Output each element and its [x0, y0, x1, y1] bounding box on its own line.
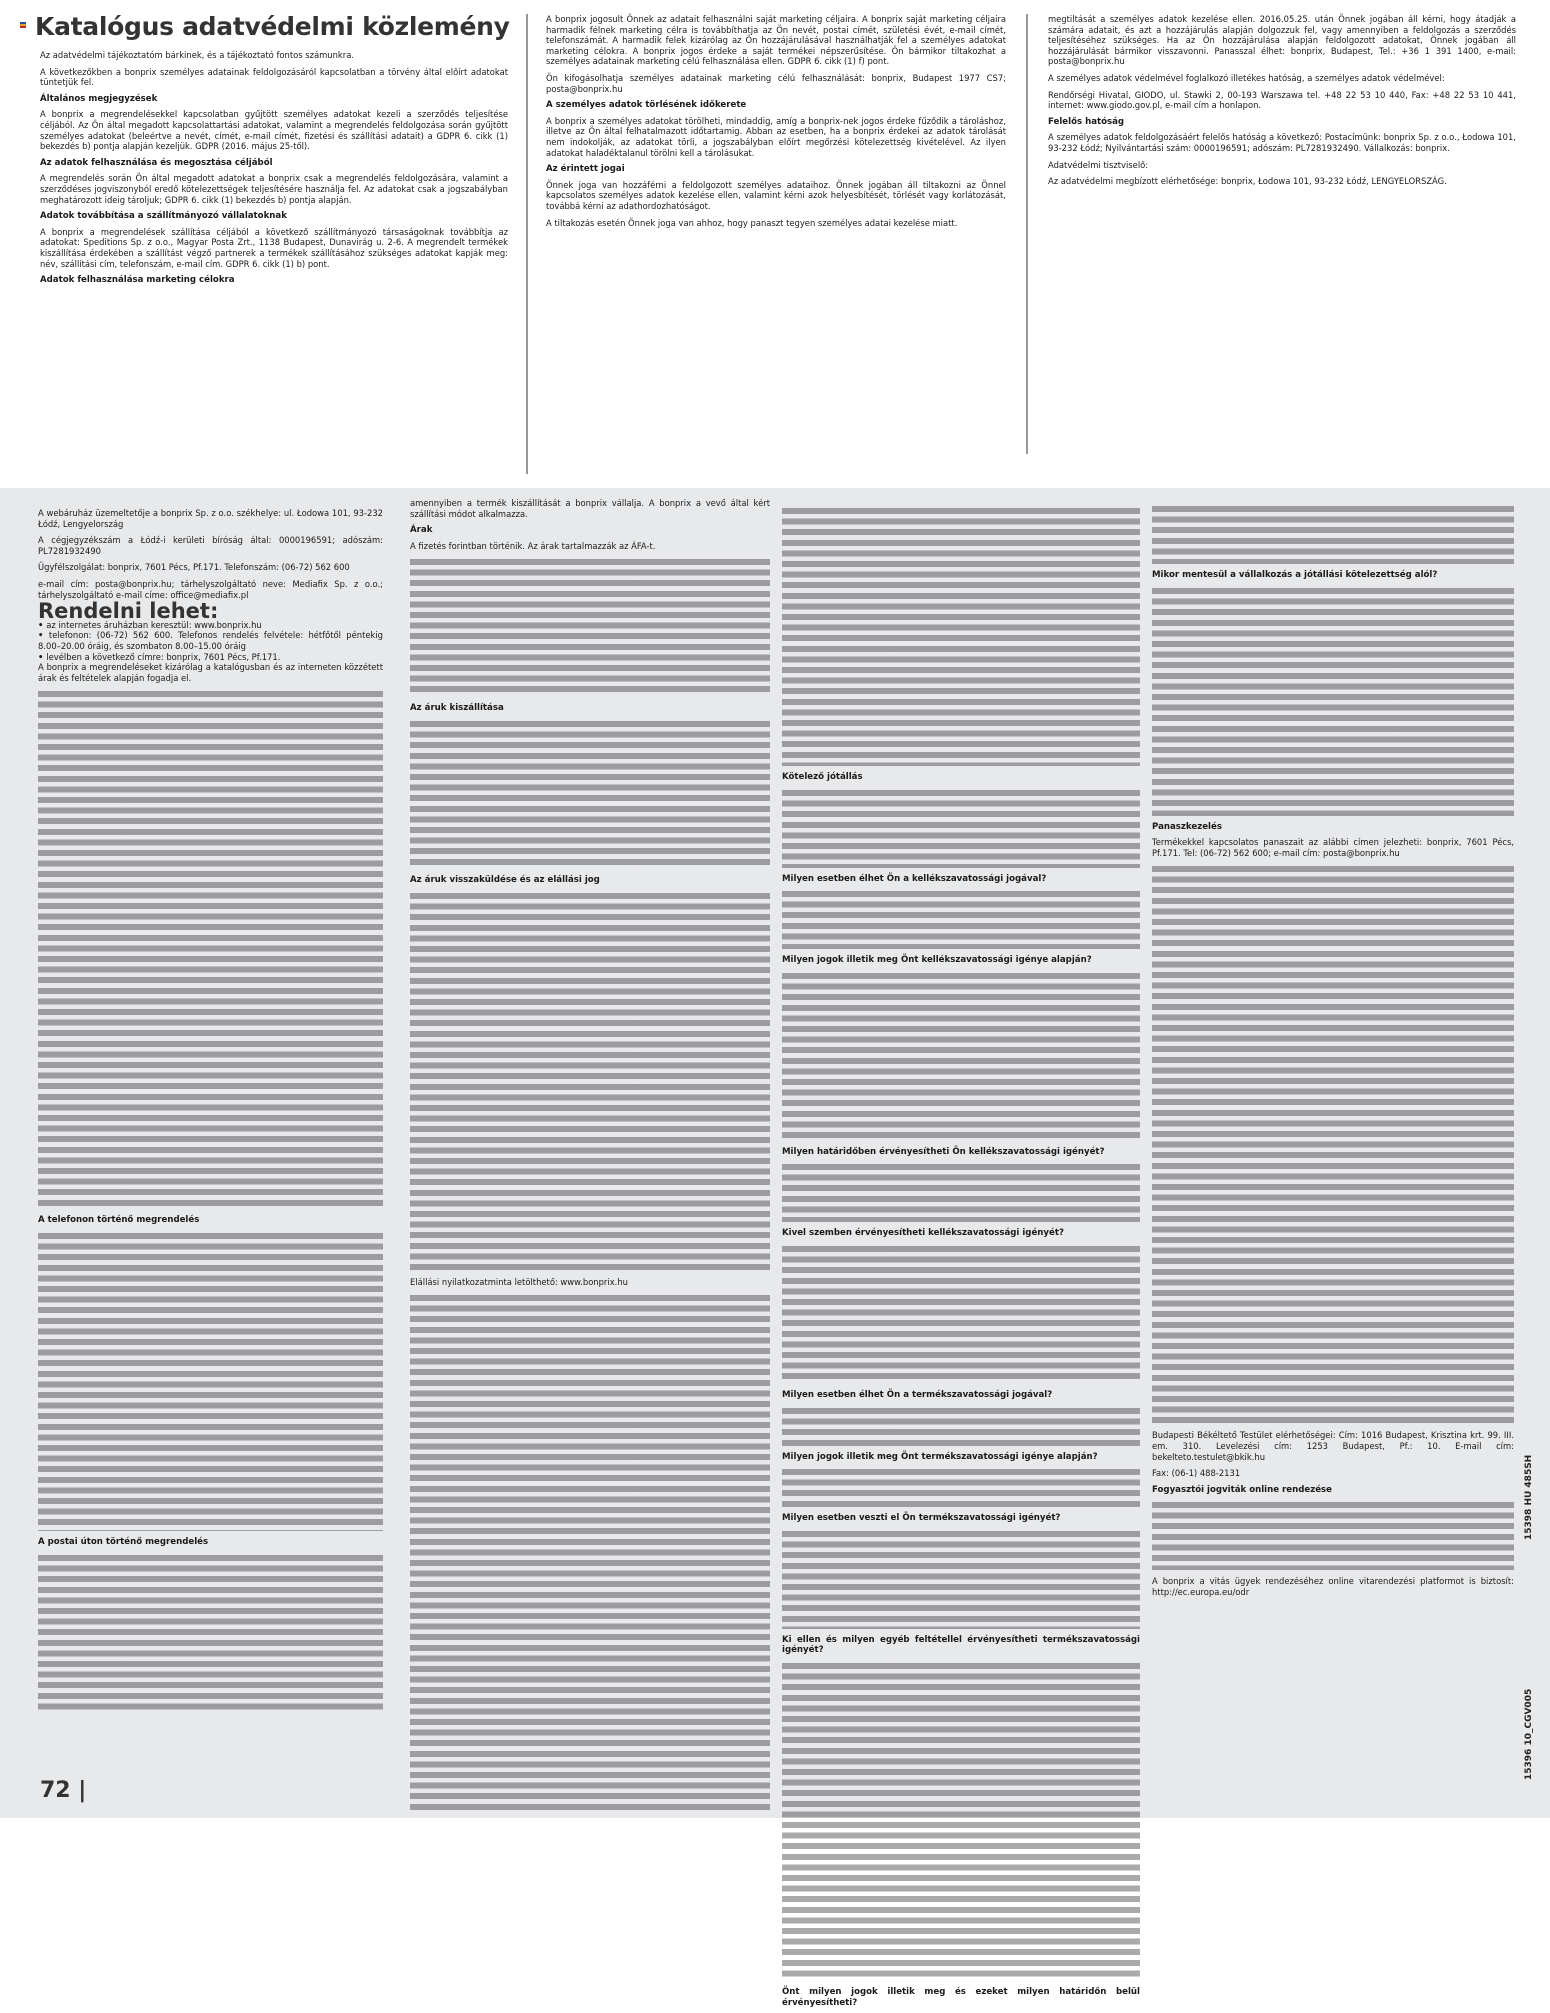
body-text-block	[782, 971, 1140, 1141]
body-text-block	[1152, 504, 1514, 564]
paragraph: Ön kifogásolhatja személyes adatainak marketing célú felhasználását: bonprix, Budapest 1977 CS7; posta@bonprix.hu	[546, 72, 1006, 94]
section-heading: Kötelező jótállás	[782, 772, 863, 782]
paragraph: Adatvédelmi tisztviselő:	[1048, 159, 1149, 170]
section-heading: Felelős hatóság	[1048, 116, 1125, 127]
top-column-1	[40, 50, 508, 291]
paragraph: Az adatvédelmi megbízott elérhetősége: bonprix, Łodowa 101, 93-232 Łódź, LENGYELORSZÁG.	[1048, 176, 1447, 187]
top-section	[0, 0, 1550, 488]
page-title: Katalógus adatvédelmi közlemény	[35, 12, 510, 41]
list-item: • telefonon: (06-72) 562 600. Telefonos rendelés felvétele: hétfőtől péntekig 8.00–20.00 óráig, és szombaton 8.00–15.00 óráig	[38, 630, 383, 651]
section-heading: Árak	[410, 525, 433, 536]
body-text-block	[410, 1293, 770, 1813]
paragraph: A bonprix a megrendelésekkel kapcsolatban gyűjtött személyes adatokat kezeli a szerződés teljesítése céljából. Az Ön által megadott kapcsolattartási adatokat, valamint a megrendelés feldolgozása során gyűjtött személyes adatokat (beleértve a nevét, címét, e-mail címét, fizetési és szállítási adatait) a GDPR 6. cikk (1) bekezdés b) pontja alapján kezeljük. GDPR (2016. május 25-től).	[40, 109, 508, 152]
body-text-block	[782, 788, 1140, 868]
brand-mark-icon	[20, 22, 26, 28]
section-heading: Önt milyen jogok illetik meg és ezeket milyen határidőn belül érvényesítheti?	[782, 1986, 1140, 2008]
section-heading: Az áruk kiszállítása	[410, 703, 504, 714]
body-text-block	[1152, 586, 1514, 816]
page-number: 72 |	[40, 1778, 87, 1803]
body-text-block	[38, 1553, 383, 1713]
body-text-block	[782, 1661, 1140, 1981]
paragraph: e-mail cím: posta@bonprix.hu; tárhelyszolgáltató neve: Mediafix Sp. z o.o.; tárhelyszolgáltató e-mail címe: office@mediafix.pl	[38, 578, 383, 600]
section-heading: Kivel szemben érvényesítheti kellékszavatossági igényét?	[782, 1228, 1064, 1239]
section-heading: Adatok továbbítása a szállítmányozó vállalatoknak	[40, 211, 287, 222]
section-heading: Az érintett jogai	[546, 164, 625, 175]
paragraph: amennyiben a termék kiszállítását a bonprix vállalja. A bonprix a vevő által kért szállítási módot alkalmazza.	[410, 498, 770, 519]
section-heading: Mikor mentesül a vállalkozás a jótállási kötelezettség alól?	[1152, 570, 1438, 580]
section-heading: A telefonon történő megrendelés	[38, 1215, 200, 1226]
paragraph: A bonprix a megrendeléseket kizárólag a katalógusban és az interneten közzétett árak és feltételek alapján fogadja el.	[38, 662, 383, 683]
order-heading: Rendelni lehet:	[38, 599, 219, 624]
column-divider	[1026, 14, 1028, 454]
paragraph: A webáruház üzemeltetője a bonprix Sp. z o.o. székhelye: ul. Łodowa 101, 93-232 Łódź, Lengyelország	[38, 508, 383, 529]
top-column-3	[1048, 14, 1516, 193]
paragraph: Önnek joga van hozzáférni a feldolgozott személyes adataihoz. Önnek jogában áll tiltakozni az Önnel kapcsolatos személyes adatok kezelése ellen, valamint kérni azok helyesbítését, törlését vagy korlátozását, továbbá kérni az adathordozhatóságot.	[546, 179, 1006, 211]
section-heading: Adatok felhasználása marketing célokra	[40, 275, 235, 286]
paragraph: Termékekkel kapcsolatos panaszait az alábbi címen jelezheti: bonprix, 7601 Pécs, Pf.171. Tel: (06-72) 562 600; e-mail cím: posta@bonprix.hu	[1152, 837, 1514, 858]
paragraph: A bonprix a vitás ügyek rendezéséhez online vitarendezési platformot is biztosít: http://ec.europa.eu/odr	[1152, 1576, 1514, 1597]
section-heading: A postai úton történő megrendelés	[38, 1536, 209, 1547]
paragraph: Rendőrségi Hivatal, GIODO, ul. Stawki 2, 00-193 Warszawa tel. +48 22 53 10 440, Fax: +48 22 53 10 441, internet: www.giodo.gov.pl, e-mail cím a honlapon.	[1048, 89, 1516, 111]
body-text-block	[410, 557, 770, 697]
paragraph: A fizetés forintban történik. Az árak tartalmazzák az ÁFA-t.	[410, 540, 656, 551]
list-item: • az internetes áruházban keresztül: www.bonprix.hu	[38, 620, 383, 631]
section-heading: Milyen jogok illetik meg Önt termékszavatossági igénye alapján?	[782, 1451, 1098, 1462]
paragraph: megtiltását a személyes adatok kezelése ellen. 2016.05.25. után Önnek jogában áll kérni, hogy átadják a számára adatait, és azt a hozzájárulás alapján dolgozzuk fel, vagy amennyiben a feldolgozás a szerződés teljesítéséhez szükséges. Ha az Ön hozzájárulása alapján feldolgozott adatokat, Önnek jogában áll hozzájárulását bármikor visszavonni. Panasszal élhet: bonprix, Budapest, Tel.: +36 1 391 1400, e-mail: posta@bonprix.hu	[1048, 14, 1516, 67]
paragraph: A következőkben a bonprix személyes adatainak feldolgozásáról kapcsolatban a törvény által előírt adatokat tüntetjük fel.	[40, 66, 508, 88]
bottom-column-4	[1152, 504, 1514, 1604]
body-text-block	[782, 1162, 1140, 1222]
section-heading: Milyen jogok illetik meg Önt kellékszavatossági igénye alapján?	[782, 955, 1092, 966]
body-text-block	[782, 1406, 1140, 1446]
section-heading: Panaszkezelés	[1152, 821, 1222, 832]
body-text-block	[782, 1467, 1140, 1507]
body-text-block	[38, 1231, 383, 1531]
body-text-block	[782, 1244, 1140, 1384]
catalog-code-top: 15398 HU 485SH	[1524, 1454, 1534, 1540]
body-text-block	[1152, 864, 1514, 1424]
section-heading: Az áruk visszaküldése és az elállási jog	[410, 874, 600, 885]
section-heading: Általános megjegyzések	[40, 93, 158, 104]
paragraph: A bonprix a személyes adatokat törölheti, mindaddig, amíg a bonprix-nek jogos érdeke fűződik a tároláshoz, illetve az Ön által felhatalmazott időtartamig. Abban az esetben, ha a bonprix érdekei az adatok tárolását nem indokolják, az adatokat törli, a jogszabályban előírt megőrzési kötelezettség kivételével. Az ilyen adatokat haladéktalanul törölni kell a tárolásukat.	[546, 115, 1006, 158]
bottom-section	[0, 488, 1550, 2008]
body-text-block	[1152, 1500, 1514, 1570]
section-heading: Az adatok felhasználása és megosztása céljából	[40, 157, 273, 168]
paragraph: Budapesti Békéltető Testület elérhetőségei: Cím: 1016 Budapest, Krisztina krt. 99. III. em. 310. Levelezési cím: 1253 Budapest, Pf.: 10. E-mail cím: bekelteto.testulet@bkik.hu	[1152, 1430, 1514, 1462]
top-column-2	[546, 14, 1006, 234]
paragraph: Az adatvédelmi tájékoztatóm bárkinek, és a tájékoztató fontos számunkra.	[40, 50, 355, 60]
paragraph: Elállási nyilatkozatminta letölthető: www.bonprix.hu	[410, 1276, 628, 1287]
section-heading: Ki ellen és milyen egyéb feltétellel érvényesítheti termékszavatossági igényét?	[782, 1634, 1140, 1656]
body-text-block	[782, 506, 1140, 766]
paragraph: Fax: (06-1) 488-2131	[1152, 1468, 1241, 1479]
paragraph: Ügyfélszolgálat: bonprix, 7601 Pécs, Pf.171. Telefonszám: (06-72) 562 600	[38, 562, 350, 573]
paragraph: A személyes adatok védelmével foglalkozó illetékes hatóság, a személyes adatok védelmével:	[1048, 72, 1445, 83]
body-text-block	[410, 719, 770, 869]
body-text-block	[38, 689, 383, 1209]
bottom-column-3	[782, 506, 1140, 2013]
section-heading: Milyen határidőben érvényesítheti Ön kellékszavatossági igényét?	[782, 1146, 1105, 1157]
paragraph: A bonprix jogosult Önnek az adatait felhasználni saját marketing céljaira. A bonprix saját marketing céljaira harmadik félnek marketing célra is továbbíthatja az Ön nevét, postai címét, születési évét, e-mail címét, telefonszámát. A harmadik felek kizárólag az Ön hozzájárulásával használhatják fel a személyes adatokat marketing célokra. A bonprix jogos érdeke a saját termékei népszerűsítése. Ön bármikor tiltakozhat a személyes adatainak marketing célú felhasználása ellen. GDPR 6. cikk (1) f) pont.	[546, 14, 1006, 67]
paragraph: A bonprix a megrendelések szállítása céljából a következő szállítmányozó társaságoknak továbbítja az adatokat: Speditions Sp. z o.o., Magyar Posta Zrt., 1138 Budapest, Dunavirág u. 2-6. A megrendelt termékek kiszállítása érdekében a szállítást végző partnerek a termékek szállításához szükséges adatokat kapják meg: név, szállítási cím, telefonszám, e-mail cím. GDPR 6. cikk (1) b) pont.	[40, 226, 508, 269]
section-heading: Milyen esetben élhet Ön a termékszavatossági jogával?	[782, 1389, 1053, 1400]
catalog-code-bottom: 15396 10_CGV005	[1524, 1688, 1534, 1780]
body-text-block	[782, 889, 1140, 949]
bottom-column-2	[410, 498, 770, 1819]
column-divider	[526, 14, 528, 474]
section-heading: Milyen esetben veszti el Ön termékszavatossági igényét?	[782, 1513, 1061, 1524]
body-text-block	[410, 891, 770, 1271]
section-heading: Fogyasztói jogviták online rendezése	[1152, 1484, 1332, 1495]
order-methods-list	[38, 620, 383, 662]
section-heading: Milyen esetben élhet Ön a kellékszavatossági jogával?	[782, 873, 1047, 884]
paragraph: A megrendelés során Ön által megadott adatokat a bonprix csak a megrendelés feldolgozására, valamint a szerződéses jogviszonyból eredő kötelezettségek teljesítésére használja fel. Az adatokat csak a jogszabályban meghatározott ideig tároljuk; GDPR 6. cikk (1) bekezdés b) pontja alapján.	[40, 173, 508, 205]
paragraph: A tiltakozás esetén Önnek joga van ahhoz, hogy panaszt tegyen személyes adatai kezelése miatt.	[546, 217, 958, 228]
bottom-column-1	[38, 508, 383, 1719]
paragraph: A cégjegyzékszám a Łódź-i kerületi bíróság által: 0000196591; adószám: PL7281932490	[38, 535, 383, 556]
paragraph: A személyes adatok feldolgozásáért felelős hatóság a következő: Postacímünk: bonprix Sp. z o.o., Łodowa 101, 93-232 Łódź; Nyilvántartási szám: 0000196591; adószám: PL7281932490. Vállalkozás: bonprix.	[1048, 132, 1516, 153]
body-text-block	[782, 1529, 1140, 1629]
section-heading: A személyes adatok törlésének időkerete	[546, 100, 747, 111]
list-item: • levélben a következő címre: bonprix, 7601 Pécs, Pf.171.	[38, 652, 383, 663]
